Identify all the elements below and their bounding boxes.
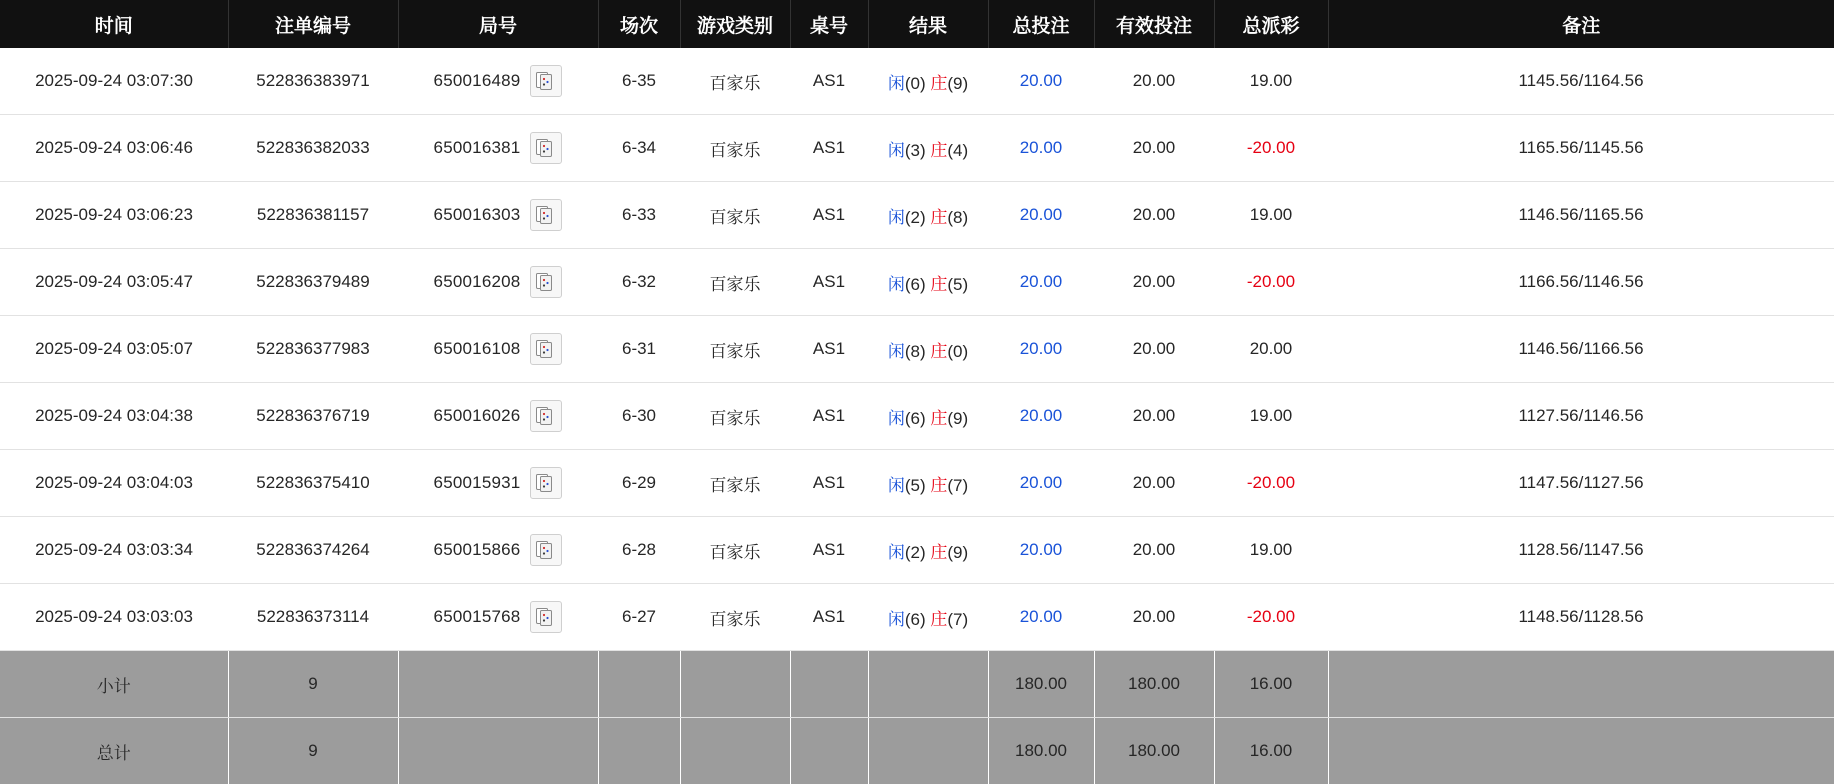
summary-table-subtotal xyxy=(790,651,868,718)
cell-result xyxy=(868,48,988,115)
table-row xyxy=(0,249,1834,316)
cell-remark xyxy=(1328,383,1834,450)
cell-valid-bet xyxy=(1094,316,1214,383)
remark-value: 1145.56/1164.56 xyxy=(1518,71,1643,90)
order-number: 522836373114 xyxy=(257,607,369,626)
cell-game-type xyxy=(680,249,790,316)
cell-time xyxy=(0,584,228,651)
shift-value: 6-33 xyxy=(622,205,656,224)
remark-value: 1146.56/1165.56 xyxy=(1518,205,1643,224)
cell-table-no xyxy=(790,450,868,517)
cell-total-bet xyxy=(988,450,1094,517)
remark-value: 1147.56/1127.56 xyxy=(1518,473,1643,492)
cards-icon[interactable] xyxy=(530,65,562,97)
cell-remark xyxy=(1328,584,1834,651)
round-number: 650016303 xyxy=(434,205,521,225)
result-player-score: (8) xyxy=(905,342,926,361)
cards-icon[interactable] xyxy=(530,266,562,298)
result-player-score: (6) xyxy=(905,409,926,428)
shift-value: 6-35 xyxy=(622,71,656,90)
column-header-total-bet: 总投注 xyxy=(988,0,1094,48)
cell-remark xyxy=(1328,48,1834,115)
cell-game-type xyxy=(680,115,790,182)
cell-total-payout xyxy=(1214,517,1328,584)
result-player-score: (5) xyxy=(905,476,926,495)
result-banker-score: (9) xyxy=(947,409,968,428)
table-row xyxy=(0,48,1834,115)
table-number-value: AS1 xyxy=(813,406,845,425)
summary-label-subtotal: 小计 xyxy=(0,651,228,718)
summary-total-bet-total: 180.00 xyxy=(988,718,1094,784)
order-number: 522836377983 xyxy=(256,339,369,358)
result-banker-label: 庄 xyxy=(930,141,947,160)
cell-round-no xyxy=(398,517,598,584)
total-bet-value[interactable]: 20.00 xyxy=(1020,205,1063,224)
result-banker-score: (9) xyxy=(947,543,968,562)
result-player-label: 闲 xyxy=(888,141,905,160)
result-banker-score: (8) xyxy=(947,208,968,227)
total-bet-value[interactable]: 20.00 xyxy=(1020,540,1063,559)
cards-icon[interactable] xyxy=(530,333,562,365)
cell-result xyxy=(868,316,988,383)
total-payout-value: -20.00 xyxy=(1247,473,1295,492)
summary-total-payout-total: 16.00 xyxy=(1214,718,1328,784)
cell-remark xyxy=(1328,316,1834,383)
shift-value: 6-27 xyxy=(622,607,656,626)
cell-remark xyxy=(1328,182,1834,249)
bet-time: 2025-09-24 03:06:46 xyxy=(35,138,193,157)
cards-icon[interactable] xyxy=(530,400,562,432)
table-header-row xyxy=(0,0,1834,48)
game-type-value: 百家乐 xyxy=(710,141,761,160)
cell-shift xyxy=(598,584,680,651)
remark-value: 1146.56/1166.56 xyxy=(1518,339,1643,358)
summary-round-subtotal xyxy=(398,651,598,718)
cell-order-no xyxy=(228,182,398,249)
bet-time: 2025-09-24 03:07:30 xyxy=(35,71,193,90)
cell-shift xyxy=(598,316,680,383)
cell-total-payout xyxy=(1214,316,1328,383)
cell-time xyxy=(0,48,228,115)
cell-table-no xyxy=(790,517,868,584)
total-bet-value[interactable]: 20.00 xyxy=(1020,138,1063,157)
table-number-value: AS1 xyxy=(813,272,845,291)
cell-result xyxy=(868,584,988,651)
round-number: 650016108 xyxy=(434,339,521,359)
cell-result xyxy=(868,517,988,584)
summary-remark-subtotal xyxy=(1328,651,1834,718)
cell-table-no xyxy=(790,182,868,249)
cell-table-no xyxy=(790,316,868,383)
result-player-label: 闲 xyxy=(888,543,905,562)
cell-shift xyxy=(598,48,680,115)
bet-time: 2025-09-24 03:03:34 xyxy=(35,540,193,559)
cell-round-no xyxy=(398,249,598,316)
summary-game-subtotal xyxy=(680,651,790,718)
cards-icon[interactable] xyxy=(530,199,562,231)
total-bet-value[interactable]: 20.00 xyxy=(1020,339,1063,358)
cell-total-bet xyxy=(988,249,1094,316)
cell-valid-bet xyxy=(1094,48,1214,115)
cell-table-no xyxy=(790,48,868,115)
remark-value: 1128.56/1147.56 xyxy=(1518,540,1643,559)
result-player-score: (2) xyxy=(905,543,926,562)
cell-total-bet xyxy=(988,48,1094,115)
summary-total-bet-subtotal: 180.00 xyxy=(988,651,1094,718)
shift-value: 6-34 xyxy=(622,138,656,157)
valid-bet-value: 20.00 xyxy=(1133,205,1176,224)
shift-value: 6-29 xyxy=(622,473,656,492)
cell-result xyxy=(868,450,988,517)
total-payout-value: 19.00 xyxy=(1250,71,1293,90)
result-player-score: (0) xyxy=(905,74,926,93)
round-number: 650016026 xyxy=(434,406,521,426)
order-number: 522836374264 xyxy=(256,540,369,559)
cell-shift xyxy=(598,249,680,316)
column-header-result: 结果 xyxy=(868,0,988,48)
game-type-value: 百家乐 xyxy=(710,342,761,361)
game-type-value: 百家乐 xyxy=(710,74,761,93)
cell-order-no xyxy=(228,48,398,115)
table-number-value: AS1 xyxy=(813,339,845,358)
result-banker-score: (7) xyxy=(947,610,968,629)
table-number-value: AS1 xyxy=(813,71,845,90)
result-banker-label: 庄 xyxy=(930,409,947,428)
round-number: 650015931 xyxy=(434,473,521,493)
column-header-game-type: 游戏类别 xyxy=(680,0,790,48)
total-bet-value[interactable]: 20.00 xyxy=(1020,272,1063,291)
column-header-valid-bet: 有效投注 xyxy=(1094,0,1214,48)
cell-valid-bet xyxy=(1094,517,1214,584)
result-banker-score: (0) xyxy=(947,342,968,361)
cell-game-type xyxy=(680,48,790,115)
table-row xyxy=(0,115,1834,182)
table-row xyxy=(0,517,1834,584)
table-number-value: AS1 xyxy=(813,607,845,626)
cell-order-no xyxy=(228,316,398,383)
summary-label-total: 总计 xyxy=(0,718,228,784)
valid-bet-value: 20.00 xyxy=(1133,540,1176,559)
cell-total-bet xyxy=(988,383,1094,450)
valid-bet-value: 20.00 xyxy=(1133,406,1176,425)
order-number: 522836383971 xyxy=(256,71,369,90)
result-banker-label: 庄 xyxy=(930,610,947,629)
cell-game-type xyxy=(680,316,790,383)
cell-total-payout xyxy=(1214,383,1328,450)
result-player-label: 闲 xyxy=(888,610,905,629)
cell-game-type xyxy=(680,517,790,584)
order-number: 522836381157 xyxy=(257,205,369,224)
round-number: 650015768 xyxy=(434,607,521,627)
cell-table-no xyxy=(790,584,868,651)
game-type-value: 百家乐 xyxy=(710,275,761,294)
cell-time xyxy=(0,316,228,383)
cell-round-no xyxy=(398,584,598,651)
cell-round-no xyxy=(398,383,598,450)
total-payout-value: 19.00 xyxy=(1250,540,1293,559)
round-number: 650015866 xyxy=(434,540,521,560)
cell-time xyxy=(0,182,228,249)
cell-total-bet xyxy=(988,316,1094,383)
shift-value: 6-32 xyxy=(622,272,656,291)
bet-time: 2025-09-24 03:04:38 xyxy=(35,406,193,425)
game-type-value: 百家乐 xyxy=(710,409,761,428)
cards-icon[interactable] xyxy=(530,534,562,566)
summary-count-subtotal: 9 xyxy=(228,651,398,718)
valid-bet-value: 20.00 xyxy=(1133,138,1176,157)
cell-total-bet xyxy=(988,517,1094,584)
result-player-score: (6) xyxy=(905,275,926,294)
shift-value: 6-31 xyxy=(622,339,656,358)
round-number: 650016489 xyxy=(434,71,521,91)
cell-result xyxy=(868,182,988,249)
cell-result xyxy=(868,249,988,316)
cards-icon[interactable] xyxy=(530,601,562,633)
table-number-value: AS1 xyxy=(813,138,845,157)
summary-total-payout-subtotal: 16.00 xyxy=(1214,651,1328,718)
cell-table-no xyxy=(790,115,868,182)
cell-total-payout xyxy=(1214,249,1328,316)
result-banker-label: 庄 xyxy=(930,208,947,227)
valid-bet-value: 20.00 xyxy=(1133,272,1176,291)
table-row xyxy=(0,316,1834,383)
cell-order-no xyxy=(228,584,398,651)
cell-total-payout xyxy=(1214,584,1328,651)
total-payout-value: 20.00 xyxy=(1250,339,1293,358)
cell-valid-bet xyxy=(1094,249,1214,316)
game-type-value: 百家乐 xyxy=(710,543,761,562)
cell-order-no xyxy=(228,249,398,316)
column-header-round-no: 局号 xyxy=(398,0,598,48)
cell-remark xyxy=(1328,450,1834,517)
cell-remark xyxy=(1328,249,1834,316)
cell-order-no xyxy=(228,383,398,450)
result-banker-label: 庄 xyxy=(930,275,947,294)
cell-round-no xyxy=(398,182,598,249)
cell-result xyxy=(868,115,988,182)
game-type-value: 百家乐 xyxy=(710,208,761,227)
column-header-shift: 场次 xyxy=(598,0,680,48)
cell-valid-bet xyxy=(1094,115,1214,182)
cell-order-no xyxy=(228,450,398,517)
summary-count-total: 9 xyxy=(228,718,398,784)
cell-shift xyxy=(598,182,680,249)
total-payout-value: -20.00 xyxy=(1247,272,1295,291)
cell-valid-bet xyxy=(1094,450,1214,517)
cell-time xyxy=(0,249,228,316)
result-player-label: 闲 xyxy=(888,208,905,227)
shift-value: 6-28 xyxy=(622,540,656,559)
order-number: 522836376719 xyxy=(256,406,369,425)
round-number: 650016381 xyxy=(434,138,521,158)
total-bet-value[interactable]: 20.00 xyxy=(1020,406,1063,425)
table-row xyxy=(0,450,1834,517)
result-banker-label: 庄 xyxy=(930,74,947,93)
order-number: 522836375410 xyxy=(256,473,369,492)
cell-result xyxy=(868,383,988,450)
table-header xyxy=(0,0,1834,48)
table-number-value: AS1 xyxy=(813,205,845,224)
cell-time xyxy=(0,383,228,450)
remark-value: 1148.56/1128.56 xyxy=(1518,607,1643,626)
table-number-value: AS1 xyxy=(813,473,845,492)
total-bet-value[interactable]: 20.00 xyxy=(1020,473,1063,492)
result-player-label: 闲 xyxy=(888,74,905,93)
result-player-score: (6) xyxy=(905,610,926,629)
remark-value: 1127.56/1146.56 xyxy=(1518,406,1643,425)
cell-total-payout xyxy=(1214,115,1328,182)
cell-game-type xyxy=(680,182,790,249)
cell-game-type xyxy=(680,450,790,517)
cell-table-no xyxy=(790,249,868,316)
cell-total-bet xyxy=(988,584,1094,651)
bet-time: 2025-09-24 03:04:03 xyxy=(35,473,193,492)
valid-bet-value: 20.00 xyxy=(1133,71,1176,90)
result-player-label: 闲 xyxy=(888,476,905,495)
round-number: 650016208 xyxy=(434,272,521,292)
result-player-score: (3) xyxy=(905,141,926,160)
column-header-time: 时间 xyxy=(0,0,228,48)
order-number: 522836379489 xyxy=(256,272,369,291)
table-row xyxy=(0,182,1834,249)
cell-round-no xyxy=(398,48,598,115)
result-banker-score: (4) xyxy=(947,141,968,160)
result-player-label: 闲 xyxy=(888,275,905,294)
cards-icon[interactable] xyxy=(530,467,562,499)
summary-result-subtotal xyxy=(868,651,988,718)
cell-time xyxy=(0,450,228,517)
result-banker-label: 庄 xyxy=(930,476,947,495)
cell-round-no xyxy=(398,316,598,383)
remark-value: 1165.56/1145.56 xyxy=(1518,138,1643,157)
cell-game-type xyxy=(680,584,790,651)
cell-round-no xyxy=(398,115,598,182)
cell-valid-bet xyxy=(1094,383,1214,450)
summary-valid-bet-subtotal: 180.00 xyxy=(1094,651,1214,718)
summary-valid-bet-total: 180.00 xyxy=(1094,718,1214,784)
game-type-value: 百家乐 xyxy=(710,476,761,495)
cell-total-payout xyxy=(1214,182,1328,249)
cell-time xyxy=(0,115,228,182)
cell-remark xyxy=(1328,115,1834,182)
bet-time: 2025-09-24 03:06:23 xyxy=(35,205,193,224)
result-banker-label: 庄 xyxy=(930,342,947,361)
result-player-label: 闲 xyxy=(888,409,905,428)
order-number: 522836382033 xyxy=(256,138,369,157)
bet-time: 2025-09-24 03:03:03 xyxy=(35,607,193,626)
total-bet-value[interactable]: 20.00 xyxy=(1020,71,1063,90)
result-banker-score: (7) xyxy=(947,476,968,495)
cell-shift xyxy=(598,450,680,517)
result-player-label: 闲 xyxy=(888,342,905,361)
cell-round-no xyxy=(398,450,598,517)
total-payout-value: -20.00 xyxy=(1247,607,1295,626)
shift-value: 6-30 xyxy=(622,406,656,425)
cell-game-type xyxy=(680,383,790,450)
summary-shift-subtotal xyxy=(598,651,680,718)
cell-time xyxy=(0,517,228,584)
column-header-order-no: 注单编号 xyxy=(228,0,398,48)
table-row xyxy=(0,383,1834,450)
cell-shift xyxy=(598,517,680,584)
cell-total-bet xyxy=(988,182,1094,249)
column-header-table-no: 桌号 xyxy=(790,0,868,48)
cell-shift xyxy=(598,383,680,450)
cell-valid-bet xyxy=(1094,584,1214,651)
result-player-score: (2) xyxy=(905,208,926,227)
cell-shift xyxy=(598,115,680,182)
valid-bet-value: 20.00 xyxy=(1133,339,1176,358)
table-body xyxy=(0,48,1834,784)
cell-order-no xyxy=(228,115,398,182)
cell-total-bet xyxy=(988,115,1094,182)
result-banker-score: (9) xyxy=(947,74,968,93)
valid-bet-value: 20.00 xyxy=(1133,607,1176,626)
cell-remark xyxy=(1328,517,1834,584)
cell-valid-bet xyxy=(1094,182,1214,249)
total-payout-value: 19.00 xyxy=(1250,205,1293,224)
cards-icon[interactable] xyxy=(530,132,562,164)
remark-value: 1166.56/1146.56 xyxy=(1518,272,1643,291)
column-header-total-payout: 总派彩 xyxy=(1214,0,1328,48)
table-row xyxy=(0,584,1834,651)
valid-bet-value: 20.00 xyxy=(1133,473,1176,492)
column-header-remark: 备注 xyxy=(1328,0,1834,48)
total-payout-value: 19.00 xyxy=(1250,406,1293,425)
game-type-value: 百家乐 xyxy=(710,610,761,629)
summary-row-subtotal xyxy=(0,651,1834,718)
result-banker-score: (5) xyxy=(947,275,968,294)
bet-time: 2025-09-24 03:05:07 xyxy=(35,339,193,358)
cell-order-no xyxy=(228,517,398,584)
result-banker-label: 庄 xyxy=(930,543,947,562)
total-bet-value[interactable]: 20.00 xyxy=(1020,607,1063,626)
cell-table-no xyxy=(790,383,868,450)
total-payout-value: -20.00 xyxy=(1247,138,1295,157)
bet-time: 2025-09-24 03:05:47 xyxy=(35,272,193,291)
cell-total-payout xyxy=(1214,450,1328,517)
cell-total-payout xyxy=(1214,48,1328,115)
table-number-value: AS1 xyxy=(813,540,845,559)
